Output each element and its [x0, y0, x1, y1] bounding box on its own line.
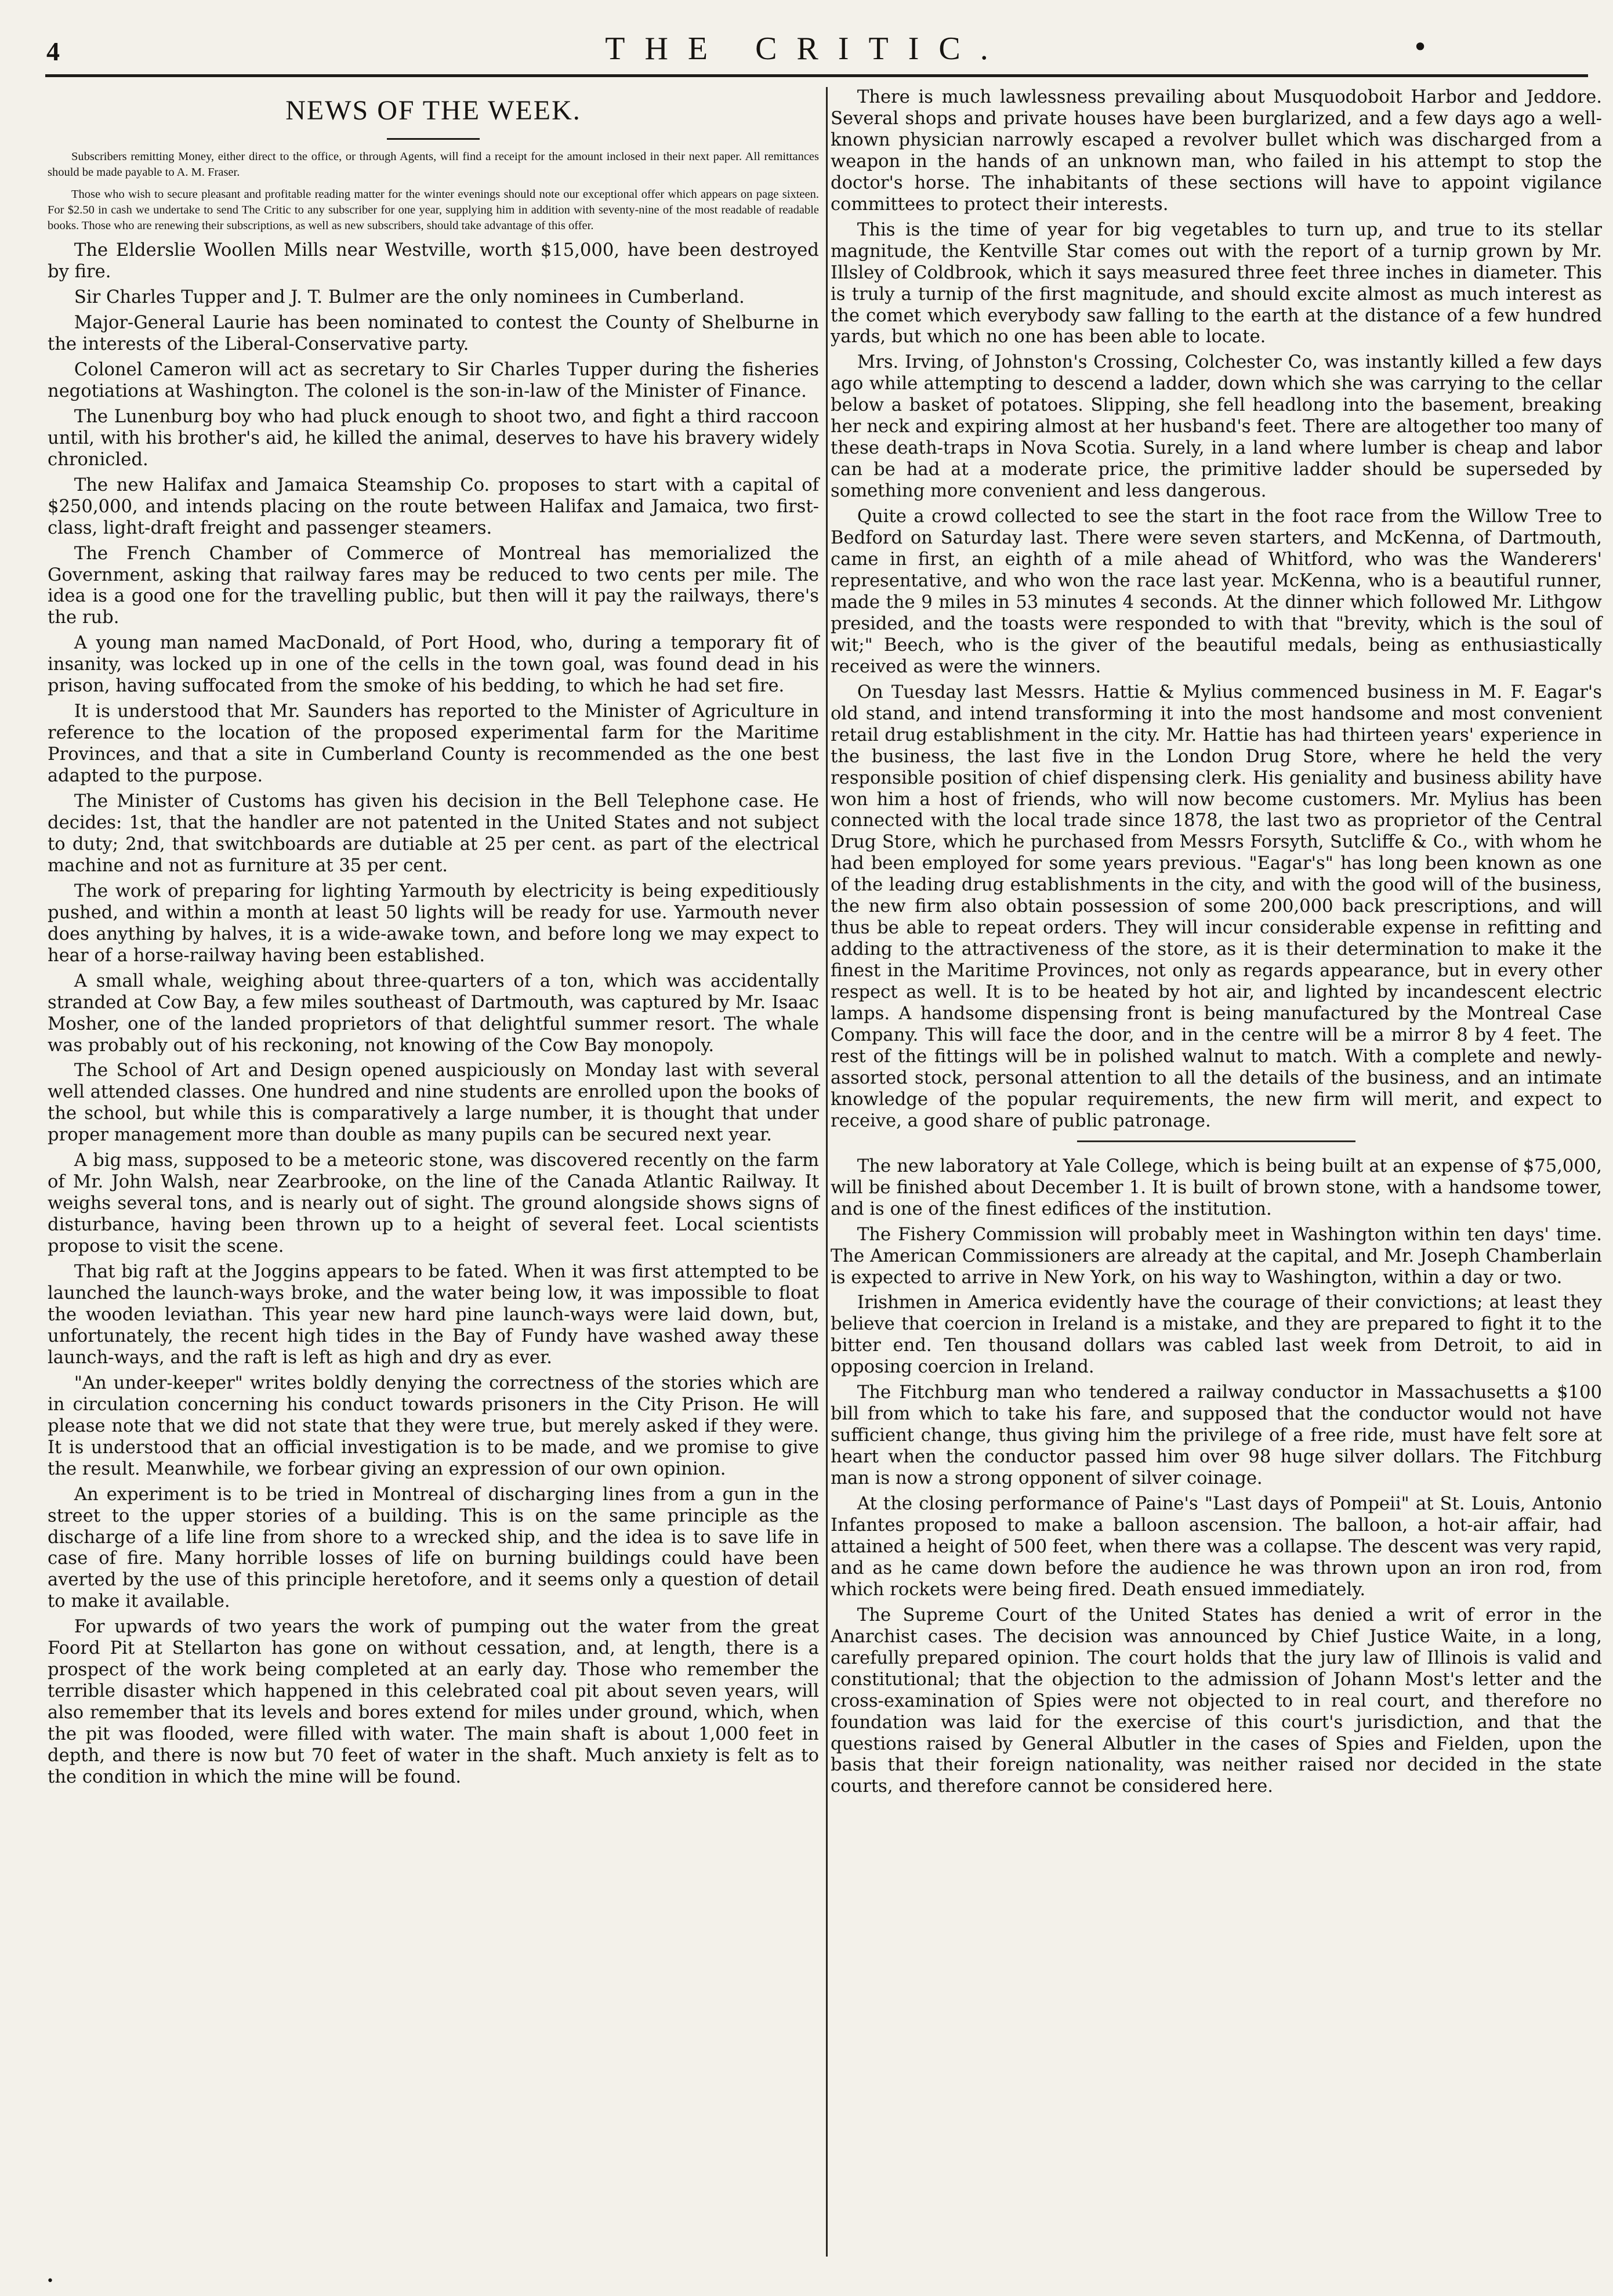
news-paragraph: The new Halifax and Jamaica Steamship Co. proposes to start with a capital of $250,000, and intends placing on the route between Halifax and Jamaica, two first-class, light-draft freight and passenger steamers. — [48, 475, 819, 538]
news-paragraph: This is the time of year for big vegetables to turn up, and true to its stellar magnitude, the Kentville Star comes out with the report of a turnip grown by Mr. Illsley of Coldbrook, which it says measured three feet three inches in diameter. This is truly a turnip of the first magnitude, and should excite almost as much interest as the comet which everybody saw falling to the earth at the distance of a few hundred yards, but which no one has been able to locate. — [831, 219, 1602, 347]
news-paragraph: A young man named MacDonald, of Port Hood, who, during a temporary fit of insanity, was locked up in one of the cells in the town goal, was found dead in his prison, having suffocated from the smoke of his bedding, to which he had set fire. — [48, 633, 819, 697]
news-paragraph: The Lunenburg boy who had pluck enough to shoot two, and fight a third raccoon until, with his brother's aid, he killed the animal, deserves to have his bravery widely chronicled. — [48, 406, 819, 470]
margin-mark: • — [46, 2274, 54, 2288]
news-paragraph: The School of Art and Design opened auspiciously on Monday last with several well attended classes. One hundred and nine students are enrolled upon the books of the school, but while this is comparatively a large number, it is thought that under proper management more than double as many pupils can be secured next year. — [48, 1060, 819, 1146]
masthead: THE CRITIC. — [605, 31, 1008, 67]
page-header — [0, 0, 1613, 87]
news-paragraph: The Fitchburg man who tendered a railway conductor in Massachusetts a $100 bill from which to take his fare, and supposed that the conductor would not have sufficient change, thus giving him the privilege of a free ride, must have felt sore at heart when the conductor passed him over 98 huge silver dollars. The Fitchburg man is now a strong opponent of silver coinage. — [831, 1382, 1602, 1489]
news-paragraph: It is understood that Mr. Saunders has reported to the Minister of Agriculture in reference to the location of the proposed experimental farm for the Maritime Provinces, and that a site in Cumberland County is recommended as the one best adapted to the purpose. — [48, 701, 819, 787]
news-paragraph: Mrs. Irving, of Johnston's Crossing, Colchester Co, was instantly killed a few days ago while attempting to descend a ladder, down which she was carrying to the cellar below a basket of potatoes. Slipping, she fell headlong into the basement, breaking her neck and expiring almost at her husband's feet. There are altogether too many of these death-traps in Nova Scotia. Surely, in a land where lumber is cheap and labor can be had at a moderate price, the primitive ladder should be superseded by something more convenient and less dangerous. — [831, 352, 1602, 502]
news-paragraph: That big raft at the Joggins appears to be fated. When it was first attempted to be launched the launch-ways broke, and the water being low, it was impossible to float the wooden leviathan. This year new hard pine launch-ways were laid down, but, unfortunately, the recent high tides in the Bay of Fundy have washed away these launch-ways, and the raft is left as high and dry as ever. — [48, 1262, 819, 1368]
news-paragraph: Colonel Cameron will act as secretary to Sir Charles Tupper during the fisheries negotiations at Washington. The colonel is the son-in-law of the Minister of Finance. — [48, 359, 819, 401]
news-paragraph: The new laboratory at Yale College, which is being built at an expense of $75,000, will be finished about December 1. It is built of brown stone, with a handsome tower, and is one of the finest edifices of the institution. — [831, 1156, 1602, 1219]
news-paragraph: The Minister of Customs has given his decision in the Bell Telephone case. He decides: 1st, that the handler are not patented in the United States and not subject to duty; 2nd, that switchboards are dutiable at 25 per cent. as part of the electrical machine and not as furniture at 35 per cent. — [48, 791, 819, 876]
page-number: 4 — [46, 37, 60, 66]
right-news-items-lower — [831, 1156, 1602, 1798]
section-title: NEWS OF THE WEEK. — [285, 95, 581, 126]
column-divider — [826, 87, 828, 2257]
item-separator — [1077, 1140, 1355, 1142]
news-paragraph: An experiment is to be tried in Montreal of discharging lines from a gun in the street to the upper stories of a building. This is on the same principle as the discharge of a life line from shore to a wrecked ship, and the idea is to save life in case of fire. Many horrible losses of life on burning buildings could have been averted by the use of this principle heretofore, and it seems only a question of detail to make it available. — [48, 1484, 819, 1612]
news-paragraph: Sir Charles Tupper and J. T. Bulmer are the only nominees in Cumberland. — [74, 287, 745, 308]
news-paragraph: A big mass, supposed to be a meteoric stone, was discovered recently on the farm of Mr. John Walsh, near Zearbrooke, on the line of the Canada Atlantic Railway. It weighs several tons, and is nearly out of sight. The ground alongside shows signs of disturbance, having been thrown up to a height of several feet. Local scientists propose to visit the scene. — [48, 1150, 819, 1257]
title-rule — [387, 138, 480, 140]
news-paragraph: The work of preparing for lighting Yarmouth by electricity is being expeditiously pushed, and within a month at least 50 lights will be ready for use. Yarmouth never does anything by halves, it is a wide-awake town, and before long we may expect to hear of a horse-railway having been established. — [48, 881, 819, 966]
news-paragraph: Irishmen in America evidently have the courage of their convictions; at least they believe that coercion in Ireland is a mistake, and they are prepared to fight it to the bitter end. Ten thousand dollars was cabled last week from Detroit, to aid in opposing coercion in Ireland. — [831, 1292, 1602, 1378]
news-paragraph: Quite a crowd collected to see the start in the foot race from the Willow Tree to Bedford on Saturday last. There were seven starters, and McKenna, of Dartmouth, came in first, an eighth of a mile ahead of Whitford, who was the Wanderers' representative, and who won the race last year. McKenna, who is a beautiful runner, made the 9 miles in 53 minutes 4 seconds. At the dinner which followed Mr. Lithgow presided, and the toasts were responded to with that "brevity, which is the soul of wit;" Beech, who is the giver of the beautiful medals, being as enthusiastically received as were the winners. — [831, 506, 1602, 677]
news-paragraph: The Elderslie Woollen Mills near Westville, worth $15,000, have been destroyed by fire. — [48, 240, 819, 283]
left-column — [48, 87, 819, 1792]
right-news-items-upper — [831, 87, 1602, 1132]
news-paragraph: "An under-keeper" writes boldly denying the correctness of the stories which are in circulation concerning his conduct towards prisoners in the City Prison. He will please note that we did not state that they were true, but merely asked if they were. It is understood that an official investigation is to be made, and we promise to give the result. Meanwhile, we forbear giving an expression of our own opinion. — [48, 1372, 819, 1479]
news-paragraph: On Tuesday last Messrs. Hattie & Mylius commenced business in M. F. Eagar's old stand, and intend transforming it into the most handsome and most convenient retail drug establishment in the city. Mr. Hattie has had thirteen years' experience in the business, the last five in the London Drug Store, where he held the very responsible position of chief dispensing clerk. His geniality and business ability have won him a host of friends, who will now become customers. Mr. Mylius has been connected with the local trade since 1878, the last two as proprietor of the Central Drug Store, which he purchased from Messrs Forsyth, Sutcliffe & Co., with whom he had been employed for some years previous. "Eagar's" has long been known as one of the leading drug establishments in the city, and with the good will of the business, the new firm also obtain possession of some 200,000 back prescriptions, and will thus be able to repeat orders. They will incur considerable expense in refitting and adding to the attractiveness of the store, as it is their determination to make it the finest in the Maritime Provinces, not only as regards appearance, but in every other respect as well. It is to be heated by hot air, and lighted by incandescent electric lamps. A handsome dispensing front is being manufactured by the Montreal Case Company. This will face the door, and in the centre will be a mirror 8 by 4 feet. The rest of the fittings will be in polished walnut to match. With a complete and newly-assorted stock, personal attention to all the details of the business, and an intimate knowledge of the popular requirements, the new firm will merit, and expect to receive, a good share of public patronage. — [831, 682, 1602, 1131]
news-paragraph: Major-General Laurie has been nominated to contest the County of Shelburne in the interests of the Liberal-Conservative party. — [48, 313, 819, 354]
header-rule — [45, 74, 1588, 77]
news-paragraph: At the closing performance of Paine's "Last days of Pompeii" at St. Louis, Antonio Infantes proposed to make a balloon ascension. The balloon, a hot-air affair, had attained a height of 500 feet, when there was a collapse. The descent was very rapid, and as he came down before the audience he was thrown upon an iron rod, from which rockets were being fired. Death ensued immediately. — [831, 1494, 1602, 1600]
offer-notice: Those who wish to secure pleasant and profitable reading matter for the winter evenings should note our exceptional offer which appears on page sixteen. For $2.50 in cash we undertake to send The Critic to any subscriber for one year, supplying him in addition with seventy-nine of the most readable of readable books. Those who are renewing their subscriptions, as well as new subscribers, should take advantage of this offer. — [48, 188, 819, 232]
masthead-dot: • — [1412, 31, 1429, 63]
news-paragraph: A small whale, weighing about three-quarters of a ton, which was accidentally stranded at Cow Bay, a few miles southeast of Dartmouth, was captured by Mr. Isaac Mosher, one of the landed proprietors of that delightful summer resort. The whale was probably out of his reckoning, not knowing of the Cow Bay monopoly. — [48, 970, 819, 1056]
right-column — [831, 87, 1602, 1802]
news-paragraph: There is much lawlessness prevailing about Musquodoboit Harbor and Jeddore. Several shops and private houses have been burglarized, and a few days ago a well-known physician narrowly escaped a revolver bullet which was discharged from a weapon in the hands of an unknown man, who failed in his attempt to stop the doctor's horse. The inhabitants of these sections will have to appoint vigilance committees to protect their interests. — [831, 87, 1602, 215]
news-paragraph: The Supreme Court of the United States has denied a writ of error in the Anarchist cases. The decision was announced by Chief Justice Waite, in a long, carefully prepared opinion. The court holds that the jury law of Illinois is valid and constitutional; that the objection to the admission of Johann Most's letter and the cross-examination of Spies were not objected to in real court, and therefore no foundation was laid for the exercise of this court's jurisdiction, and that the questions raised by General Albutler in the cases of Spies and Fielden, upon the basis that their foreign nationality, was neither raised nor decided in the state courts, and therefore cannot be considered here. — [831, 1605, 1602, 1797]
news-paragraph: The French Chamber of Commerce of Montreal has memorialized the Government, asking that railway fares may be reduced to two cents per mile. The idea is a good one for the travelling public, but then will it pay the railways, there's the rub. — [48, 543, 819, 628]
news-paragraph: The Fishery Commission will probably meet in Washington within ten days' time. The American Commissioners are already at the capital, and Mr. Joseph Chamberlain is expected to arrive in New York, on his way to Washington, within a day or two. — [831, 1224, 1602, 1288]
subscriber-notice: Subscribers remitting Money, either direct to the office, or through Agents, will find a receipt for the amount inclosed in their next paper. All remittances should be made payable to A. M. Fraser. — [48, 150, 819, 179]
left-news-items — [48, 240, 819, 1788]
news-paragraph: For upwards of two years the work of pumping out the water from the great Foord Pit at Stellarton has gone on without cessation, and, at length, there is a prospect of the work being completed at an early day. Those who remember the terrible disaster which happened in this celebrated coal pit about seven years, will also remember that its levels and bores extend for miles under ground, which, when the pit was flooded, were filled with water. The main shaft is about 1,000 feet in depth, and there is now but 70 feet of water in the shaft. Much anxiety is felt as to the condition in which the mine will be found. — [48, 1617, 819, 1787]
